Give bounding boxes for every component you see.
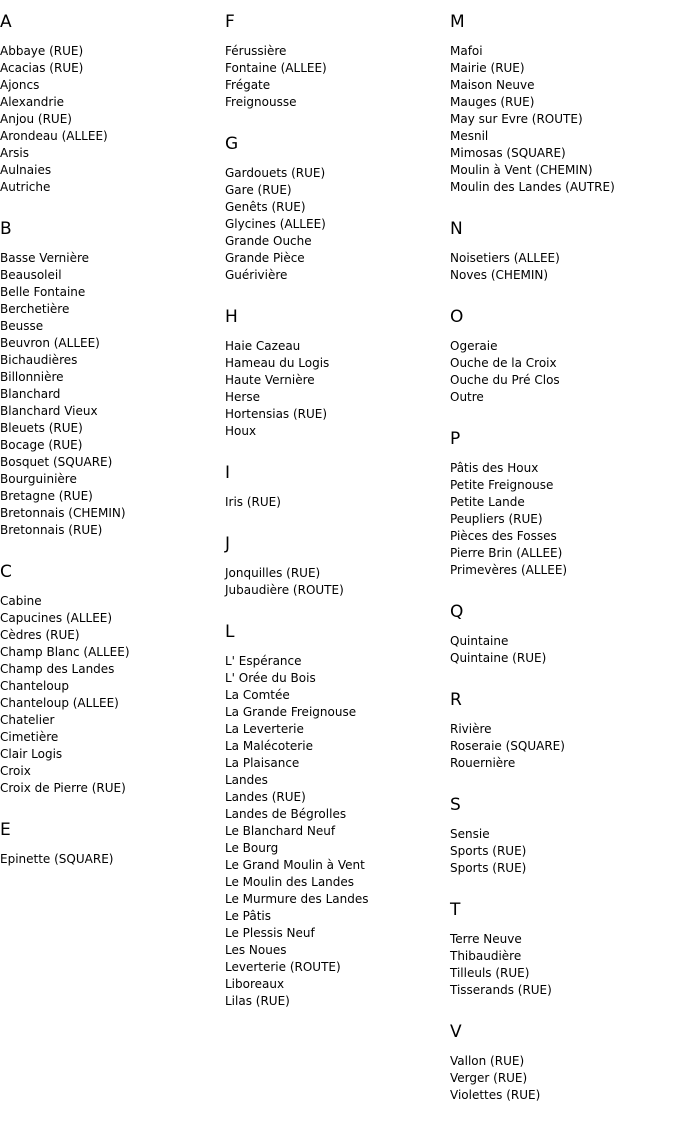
street-list xyxy=(0,43,225,196)
street-entry: Violettes (RUE) xyxy=(450,1088,541,1102)
street-entry: Terre Neuve xyxy=(450,932,522,946)
letter-section xyxy=(450,1020,675,1104)
section-letter-heading: N xyxy=(450,219,463,239)
street-entry: Bretagne (RUE) xyxy=(0,489,93,503)
street-entry: Blanchard Vieux xyxy=(0,404,98,418)
street-entry: Jubaudière (ROUTE) xyxy=(225,583,344,597)
street-entry: Haie Cazeau xyxy=(225,339,301,353)
street-entry: Berchetière xyxy=(0,302,70,316)
street-entry: Mairie (RUE) xyxy=(450,61,525,75)
street-entry: Beusse xyxy=(0,319,44,333)
street-entry: Bosquet (SQUARE) xyxy=(0,455,113,469)
street-entry: Grande Pièce xyxy=(225,251,305,265)
letter-section xyxy=(450,688,675,772)
street-list xyxy=(450,931,675,999)
street-entry: L' Espérance xyxy=(225,654,302,668)
letter-section xyxy=(0,818,225,868)
street-entry: Beuvron (ALLEE) xyxy=(0,336,100,350)
street-entry: Autriche xyxy=(0,180,51,194)
street-entry: Le Plessis Neuf xyxy=(225,926,315,940)
street-entry: Basse Vernière xyxy=(0,251,90,265)
street-entry: Chatelier xyxy=(0,713,55,727)
street-entry: Aulnaies xyxy=(0,163,52,177)
street-entry: Ogeraie xyxy=(450,339,498,353)
street-entry: Noves (CHEMIN) xyxy=(450,268,549,282)
street-entry: Billonnière xyxy=(0,370,64,384)
street-entry: Le Moulin des Landes xyxy=(225,875,355,889)
street-entry: Herse xyxy=(225,390,260,404)
street-entry: Vallon (RUE) xyxy=(450,1054,525,1068)
street-entry: Moulin des Landes (AUTRE) xyxy=(450,180,615,194)
street-entry: May sur Evre (ROUTE) xyxy=(450,112,583,126)
street-entry: Landes xyxy=(225,773,268,787)
section-letter-heading: E xyxy=(0,820,11,840)
street-entry: Noisetiers (ALLEE) xyxy=(450,251,560,265)
street-entry: Le Blanchard Neuf xyxy=(225,824,336,838)
street-entry: Sports (RUE) xyxy=(450,861,527,875)
street-entry: Fontaine (ALLEE) xyxy=(225,61,327,75)
letter-section xyxy=(0,560,225,797)
street-list xyxy=(450,826,675,877)
street-entry: Landes (RUE) xyxy=(225,790,306,804)
street-entry: Thibaudière xyxy=(450,949,522,963)
street-entry: Ouche de la Croix xyxy=(450,356,557,370)
street-index-column-2 xyxy=(225,10,450,1031)
street-entry: La Malécoterie xyxy=(225,739,313,753)
street-entry: Gardouets (RUE) xyxy=(225,166,326,180)
street-entry: L' Orée du Bois xyxy=(225,671,316,685)
street-entry: Roseraie (SQUARE) xyxy=(450,739,565,753)
letter-section xyxy=(225,620,450,1010)
street-entry: Champ des Landes xyxy=(0,662,115,676)
street-entry: Pierre Brin (ALLEE) xyxy=(450,546,563,560)
street-entry: Arondeau (ALLEE) xyxy=(0,129,108,143)
street-entry: Grande Ouche xyxy=(225,234,312,248)
section-letter-heading: V xyxy=(450,1022,462,1042)
street-entry: Petite Lande xyxy=(450,495,525,509)
street-entry: Lilas (RUE) xyxy=(225,994,290,1008)
street-entry: Ouche du Pré Clos xyxy=(450,373,560,387)
street-entry: Cabine xyxy=(0,594,42,608)
street-index-column-3 xyxy=(450,10,675,1125)
street-list xyxy=(225,565,450,599)
street-entry: Landes de Bégrolles xyxy=(225,807,347,821)
street-entry: Liboreaux xyxy=(225,977,285,991)
street-entry: Quintaine (RUE) xyxy=(450,651,547,665)
street-entry: Bourguinière xyxy=(0,472,77,486)
street-entry: Mafoi xyxy=(450,44,483,58)
street-entry: Guérivière xyxy=(225,268,288,282)
street-entry: Verger (RUE) xyxy=(450,1071,528,1085)
section-letter-heading: B xyxy=(0,219,12,239)
street-entry: La Plaisance xyxy=(225,756,300,770)
section-letter-heading: R xyxy=(450,690,462,710)
street-entry: Iris (RUE) xyxy=(225,495,281,509)
street-entry: Le Grand Moulin à Vent xyxy=(225,858,365,872)
street-list xyxy=(450,460,675,579)
street-entry: Belle Fontaine xyxy=(0,285,86,299)
street-entry: Croix de Pierre (RUE) xyxy=(0,781,126,795)
letter-section xyxy=(225,10,450,111)
street-entry: Hortensias (RUE) xyxy=(225,407,328,421)
street-entry: Freignousse xyxy=(225,95,297,109)
street-index-column-1 xyxy=(0,10,225,889)
street-list xyxy=(225,43,450,111)
street-list xyxy=(450,1053,675,1104)
street-entry: Abbaye (RUE) xyxy=(0,44,84,58)
street-list xyxy=(225,338,450,440)
street-entry: Sensie xyxy=(450,827,490,841)
street-entry: Primevères (ALLEE) xyxy=(450,563,568,577)
street-entry: Tilleuls (RUE) xyxy=(450,966,530,980)
letter-section xyxy=(0,10,225,196)
street-entry: Epinette (SQUARE) xyxy=(0,852,114,866)
street-entry: Tisserands (RUE) xyxy=(450,983,552,997)
street-entry: Chanteloup xyxy=(0,679,69,693)
street-entry: Anjou (RUE) xyxy=(0,112,72,126)
street-entry: Houx xyxy=(225,424,257,438)
section-letter-heading: M xyxy=(450,12,465,32)
letter-section xyxy=(450,600,675,667)
street-entry: Quintaine xyxy=(450,634,509,648)
section-letter-heading: L xyxy=(225,622,235,642)
street-entry: La Comtée xyxy=(225,688,290,702)
street-entry: Genêts (RUE) xyxy=(225,200,306,214)
section-letter-heading: I xyxy=(225,463,231,483)
letter-section xyxy=(225,532,450,599)
street-list xyxy=(225,165,450,284)
street-entry: Maison Neuve xyxy=(450,78,535,92)
street-entry: Outre xyxy=(450,390,484,404)
street-entry: Moulin à Vent (CHEMIN) xyxy=(450,163,593,177)
street-entry: Petite Freignouse xyxy=(450,478,554,492)
street-entry: Mauges (RUE) xyxy=(450,95,535,109)
section-letter-heading: Q xyxy=(450,602,464,622)
street-entry: Beausoleil xyxy=(0,268,62,282)
letter-section xyxy=(450,427,675,579)
letter-section xyxy=(0,217,225,539)
street-entry: Haute Vernière xyxy=(225,373,315,387)
street-entry: Bocage (RUE) xyxy=(0,438,83,452)
street-entry: La Leverterie xyxy=(225,722,304,736)
street-entry: Cimetière xyxy=(0,730,59,744)
section-letter-heading: S xyxy=(450,795,461,815)
letter-section xyxy=(450,217,675,284)
street-entry: Les Noues xyxy=(225,943,287,957)
street-entry: Arsis xyxy=(0,146,29,160)
street-entry: Jonquilles (RUE) xyxy=(225,566,321,580)
letter-section xyxy=(225,305,450,440)
street-entry: Rouernière xyxy=(450,756,516,770)
section-letter-heading: F xyxy=(225,12,235,32)
street-entry: Le Murmure des Landes xyxy=(225,892,369,906)
street-entry: Hameau du Logis xyxy=(225,356,330,370)
street-entry: Acacias (RUE) xyxy=(0,61,84,75)
section-letter-heading: G xyxy=(225,134,239,154)
letter-section xyxy=(225,461,450,511)
letter-section xyxy=(450,793,675,877)
street-entry: Gare (RUE) xyxy=(225,183,292,197)
street-list xyxy=(450,43,675,196)
street-entry: Leverterie (ROUTE) xyxy=(225,960,341,974)
street-entry: Capucines (ALLEE) xyxy=(0,611,113,625)
street-list xyxy=(225,494,450,511)
letter-section xyxy=(225,132,450,284)
street-list xyxy=(450,338,675,406)
street-entry: Blanchard xyxy=(0,387,61,401)
street-entry: Bretonnais (RUE) xyxy=(0,523,103,537)
street-entry: Chanteloup (ALLEE) xyxy=(0,696,119,710)
street-entry: Pâtis des Houx xyxy=(450,461,539,475)
street-entry: Cèdres (RUE) xyxy=(0,628,80,642)
street-entry: Férussière xyxy=(225,44,287,58)
street-entry: La Grande Freignouse xyxy=(225,705,357,719)
section-letter-heading: T xyxy=(450,900,461,920)
letter-section xyxy=(450,305,675,406)
street-entry: Le Pâtis xyxy=(225,909,272,923)
street-entry: Peupliers (RUE) xyxy=(450,512,543,526)
street-list xyxy=(0,250,225,539)
street-entry: Bichaudières xyxy=(0,353,78,367)
section-letter-heading: P xyxy=(450,429,461,449)
street-entry: Champ Blanc (ALLEE) xyxy=(0,645,130,659)
street-entry: Alexandrie xyxy=(0,95,65,109)
street-list xyxy=(225,653,450,1010)
street-entry: Le Bourg xyxy=(225,841,279,855)
street-list xyxy=(0,851,225,868)
street-entry: Rivière xyxy=(450,722,492,736)
street-entry: Glycines (ALLEE) xyxy=(225,217,326,231)
street-list xyxy=(0,593,225,797)
street-entry: Pièces des Fosses xyxy=(450,529,557,543)
section-letter-heading: C xyxy=(0,562,12,582)
letter-section xyxy=(450,10,675,196)
street-entry: Croix xyxy=(0,764,31,778)
street-entry: Clair Logis xyxy=(0,747,63,761)
street-entry: Mesnil xyxy=(450,129,489,143)
street-entry: Mimosas (SQUARE) xyxy=(450,146,566,160)
street-list xyxy=(450,250,675,284)
section-letter-heading: A xyxy=(0,12,12,32)
street-list xyxy=(450,633,675,667)
section-letter-heading: J xyxy=(225,534,231,554)
street-entry: Frégate xyxy=(225,78,271,92)
street-entry: Bleuets (RUE) xyxy=(0,421,83,435)
street-entry: Ajoncs xyxy=(0,78,40,92)
street-list xyxy=(450,721,675,772)
section-letter-heading: O xyxy=(450,307,464,327)
street-entry: Sports (RUE) xyxy=(450,844,527,858)
letter-section xyxy=(450,898,675,999)
street-entry: Bretonnais (CHEMIN) xyxy=(0,506,126,520)
section-letter-heading: H xyxy=(225,307,238,327)
